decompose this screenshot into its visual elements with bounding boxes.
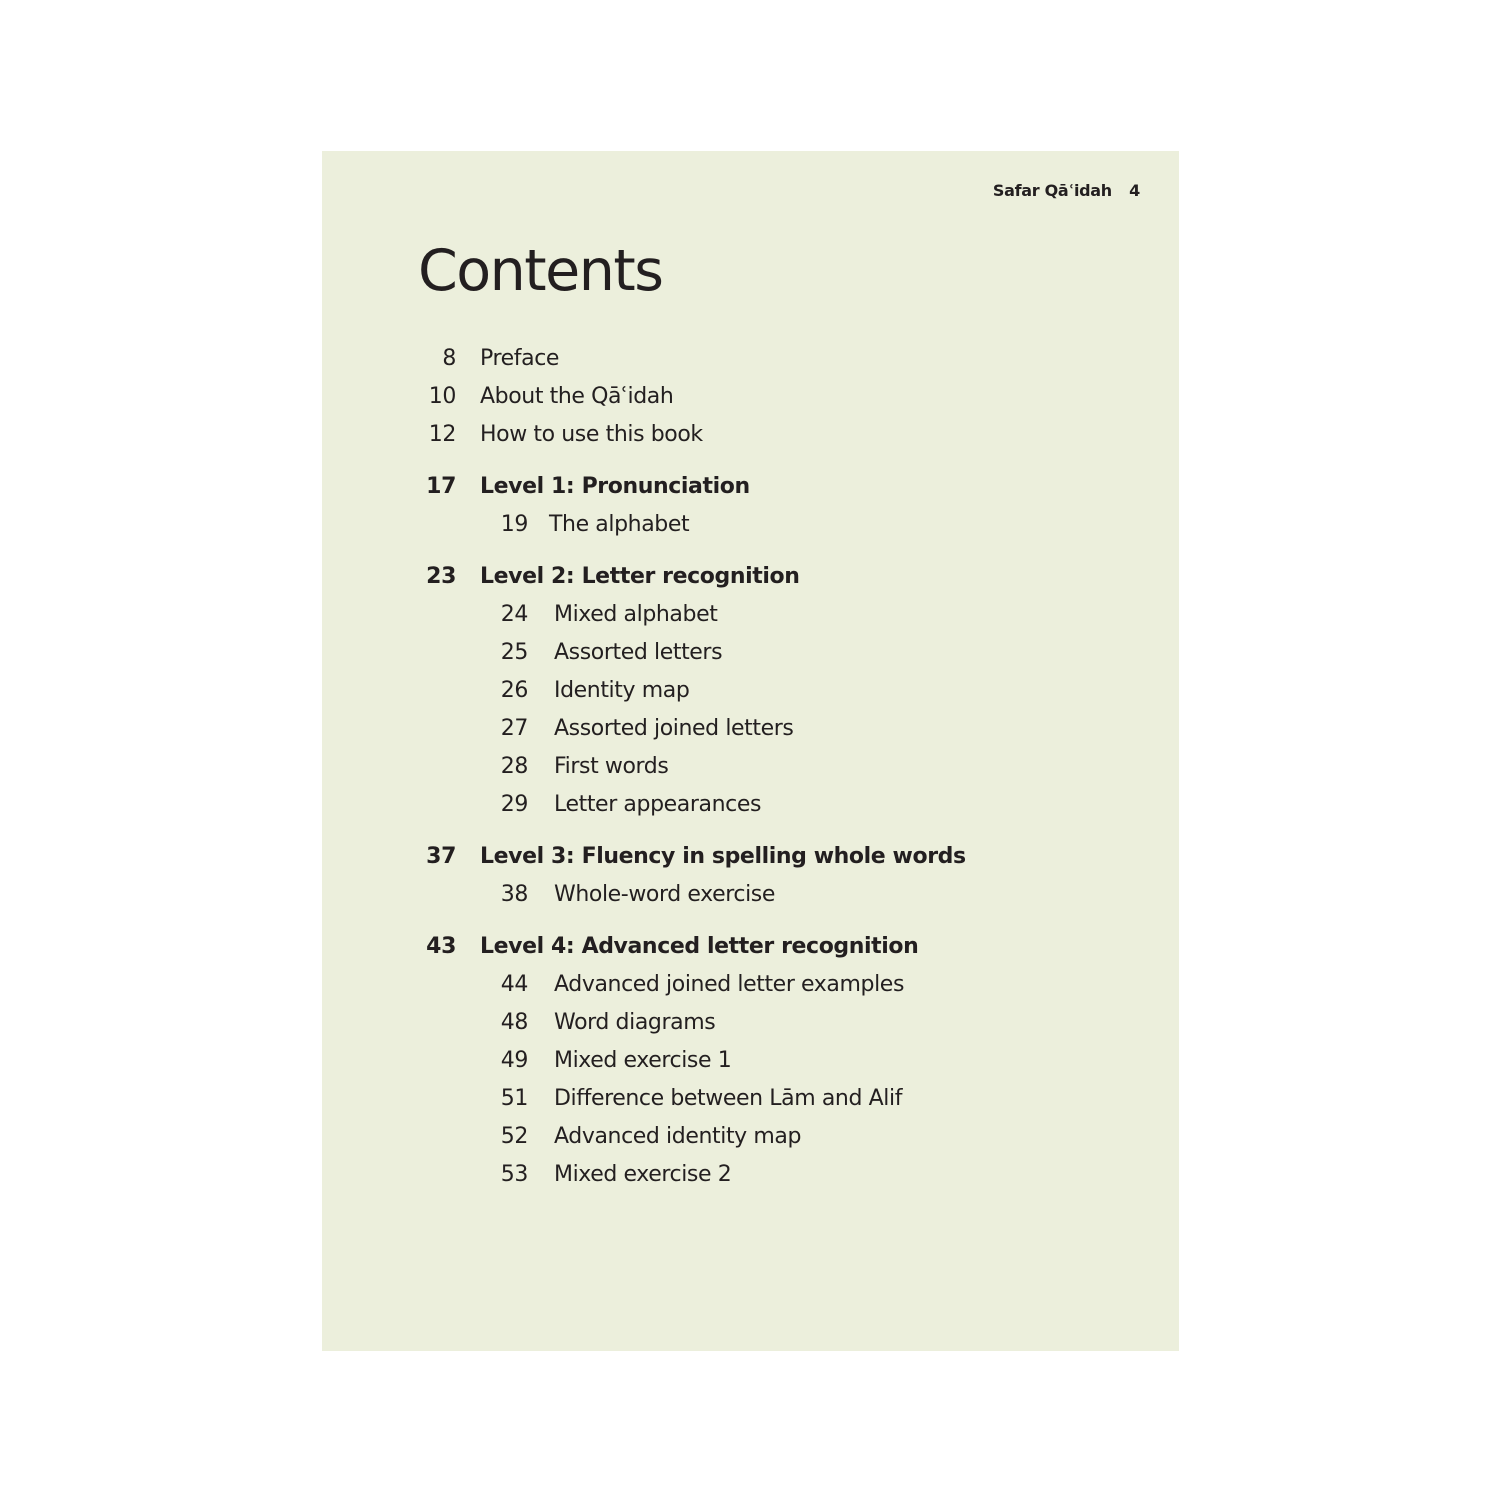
toc-sub-entry[interactable]	[322, 786, 1179, 824]
toc-level-4[interactable]	[322, 928, 1179, 966]
toc-sub-entry[interactable]	[322, 1118, 1179, 1156]
toc-label: Advanced joined letter examples	[554, 972, 905, 997]
toc-label: Mixed exercise 2	[554, 1162, 732, 1187]
page-number: 4	[1129, 181, 1140, 200]
toc-level-3[interactable]	[322, 838, 1179, 876]
toc-page-number: 8	[442, 346, 456, 371]
toc-page-number: 29	[500, 792, 528, 817]
toc-label: The alphabet	[549, 512, 690, 537]
toc-page-number: 38	[500, 882, 528, 907]
toc-page-number: 17	[426, 474, 456, 499]
toc-label: Identity map	[554, 678, 690, 703]
toc-label: How to use this book	[480, 422, 703, 447]
toc-label: Word diagrams	[554, 1010, 716, 1035]
toc-page-number: 10	[428, 384, 456, 409]
toc-page-number: 37	[426, 844, 456, 869]
toc-sub-entry[interactable]	[322, 1004, 1179, 1042]
toc-entry-preface[interactable]	[322, 340, 1179, 378]
toc-level-label: Level 1: Pronunciation	[480, 474, 750, 499]
book-title: Safar Qāʿidah	[992, 181, 1112, 200]
contents-page	[322, 151, 1179, 1351]
toc-label: First words	[554, 754, 669, 779]
running-header	[993, 181, 1140, 200]
toc-page-number: 25	[500, 640, 528, 665]
toc-label: Advanced identity map	[554, 1124, 802, 1149]
toc-page-number: 26	[500, 678, 528, 703]
toc-page-number: 44	[500, 972, 528, 997]
toc-label: Letter appearances	[554, 792, 762, 817]
toc-sub-entry[interactable]	[322, 1080, 1179, 1118]
toc-page-number: 27	[500, 716, 528, 741]
toc-label: Assorted joined letters	[554, 716, 794, 741]
toc-page-number: 49	[500, 1048, 528, 1073]
toc-sub-entry[interactable]	[322, 748, 1179, 786]
toc-label: About the Qāʿidah	[480, 384, 674, 409]
toc-level-label: Level 2: Letter recognition	[480, 564, 800, 589]
toc-label: Preface	[480, 346, 560, 371]
toc-label: Whole-word exercise	[554, 882, 776, 907]
toc-sub-entry[interactable]	[322, 876, 1179, 914]
toc-sub-entry[interactable]	[322, 672, 1179, 710]
toc-page-number: 24	[500, 602, 528, 627]
toc-label: Difference between Lām and Alif	[554, 1086, 903, 1111]
toc-level-label: Level 4: Advanced letter recognition	[480, 934, 919, 959]
toc-page-number: 23	[426, 564, 456, 589]
toc-page-number: 28	[500, 754, 528, 779]
toc-level-label: Level 3: Fluency in spelling whole words	[480, 844, 966, 869]
toc-page-number: 52	[500, 1124, 528, 1149]
toc-page-number: 53	[500, 1162, 528, 1187]
toc-entry-about[interactable]	[322, 378, 1179, 416]
toc-page-number: 48	[500, 1010, 528, 1035]
toc-sub-entry[interactable]	[322, 710, 1179, 748]
toc-sub-entry[interactable]	[322, 506, 1179, 544]
toc-sub-entry[interactable]	[322, 596, 1179, 634]
toc-page-number: 19	[500, 512, 528, 537]
toc-sub-entry[interactable]	[322, 634, 1179, 672]
toc-page-number: 43	[426, 934, 456, 959]
toc-page-number: 12	[428, 422, 456, 447]
toc-page-number: 51	[500, 1086, 528, 1111]
page-title: Contents	[418, 238, 663, 304]
toc-sub-entry[interactable]	[322, 966, 1179, 1004]
toc-label: Mixed exercise 1	[554, 1048, 732, 1073]
toc-sub-entry[interactable]	[322, 1156, 1179, 1194]
toc-level-2[interactable]	[322, 558, 1179, 596]
toc-label: Assorted letters	[554, 640, 723, 665]
toc-level-1[interactable]	[322, 468, 1179, 506]
toc-label: Mixed alphabet	[554, 602, 718, 627]
toc-sub-entry[interactable]	[322, 1042, 1179, 1080]
toc-entry-how-to-use[interactable]	[322, 416, 1179, 454]
table-of-contents	[322, 340, 1179, 1194]
